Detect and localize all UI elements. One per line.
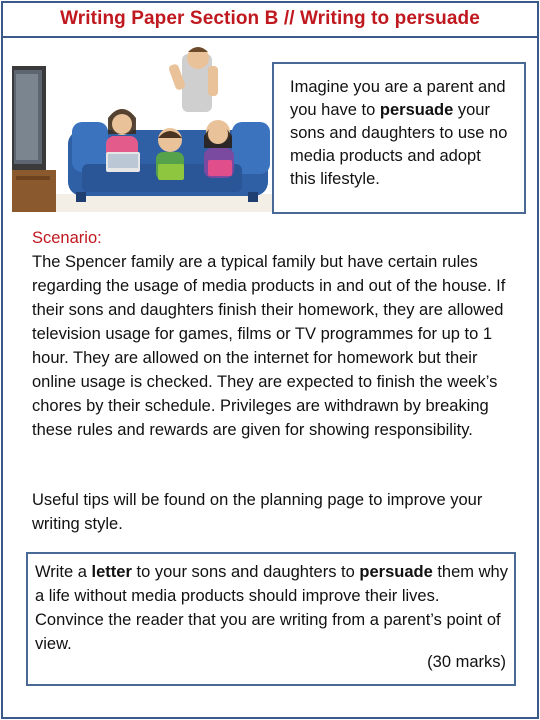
task-text-part2: your sons and daughters to use no media products and adopt this lifestyle. [290,101,508,188]
task-text-part1: Imagine you are a parent and you have to [290,78,506,119]
tips-text: Useful tips will be found on the planning page to improve your writing style. [32,491,483,533]
scenario-section [32,226,516,442]
writing-task-box [26,552,516,686]
scenario-label: Scenario: [32,229,102,247]
scenario-body: The Spencer family are a typical family but have certain rules regarding the usage of media products in and out of the house. If their sons and daughters finish their homework, they are allowed television usage for games, films or TV programmes for up to 1 hour. They are allowed on the internet for homework but their online usage is checked. They are expected to finish the week’s chores by their schedule. Privileges are withdrawn by breaking these rules and rewards are given for showing responsibility. [32,253,506,439]
title-divider [2,36,538,38]
write-text-persuade: persuade [359,563,433,581]
write-text-part3: them why a life without media products should improve their lives. Convince the reader that you are writing from a parent’s point of view. [35,563,508,653]
task-instruction-box [272,62,526,214]
write-text-letter: letter [91,563,132,581]
write-text-part1: Write a [35,563,92,581]
family-illustration [12,44,274,212]
family-watching-media-illustration [12,44,274,212]
page-title: Writing Paper Section B // Writing to persuade [60,8,480,29]
task-text-persuade: persuade [379,101,454,119]
marks-label: (30 marks) [427,653,506,671]
write-text-part2: to your sons and daughters to [131,563,360,581]
